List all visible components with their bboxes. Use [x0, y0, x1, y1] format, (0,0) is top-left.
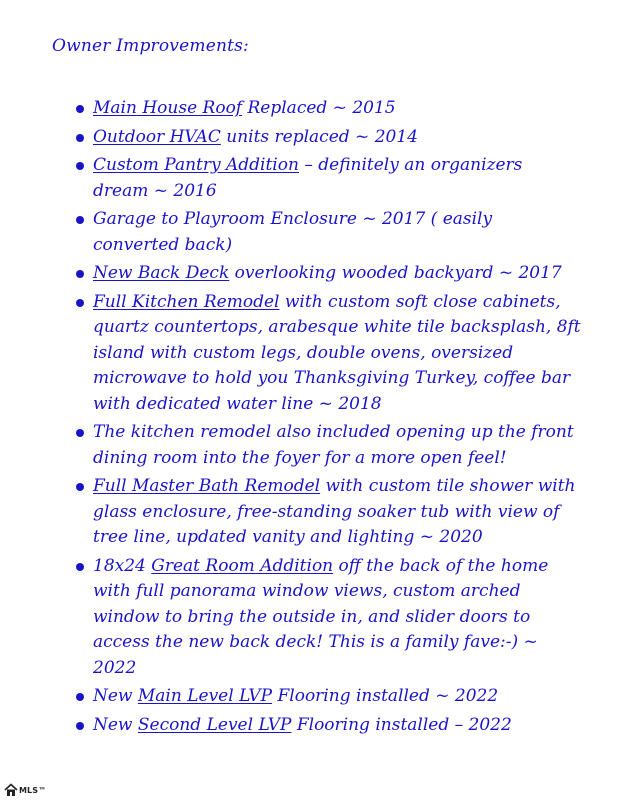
house-icon	[4, 783, 18, 797]
item-text: Replaced ~ 2015	[242, 98, 396, 118]
item-link[interactable]: Outdoor HVAC	[93, 126, 221, 147]
item-link[interactable]: New Back Deck	[93, 263, 230, 283]
bullet-icon	[76, 299, 84, 307]
list-item	[76, 290, 581, 418]
bullet-icon	[76, 722, 84, 730]
bullet-icon	[76, 134, 84, 142]
list-item	[76, 713, 581, 739]
item-text: – definitely an organizers dream ~ 2016	[93, 155, 523, 201]
item-text: units replaced ~ 2014	[220, 126, 418, 147]
item-text: The kitchen remodel also included opening up the front dining room into the foyer for a more open feel!	[93, 422, 574, 468]
bullet-icon	[76, 693, 84, 701]
item-text: with custom soft close cabinets, quartz countertops, arabesque white tile backsplash, 8ft island with custom legs, double ovens, oversized microwave to hold you Thanksgiving Turkey, coffee bar with dedicated water line ~ 2018	[93, 291, 581, 414]
item-link[interactable]: Great Room Addition	[151, 555, 334, 576]
mls-logo	[4, 782, 46, 798]
list-item	[76, 207, 581, 258]
item-text: Flooring installed ~ 2022	[272, 686, 499, 706]
item-link[interactable]: Full Kitchen Remodel	[93, 291, 280, 312]
bullet-icon	[76, 270, 84, 278]
bullet-icon	[76, 563, 84, 571]
item-text: Garage to Playroom Enclosure ~ 2017 ( easily converted back)	[93, 209, 493, 255]
list-item	[76, 153, 581, 204]
item-text: Flooring installed – 2022	[291, 714, 512, 735]
list-item	[76, 684, 581, 710]
list-item	[76, 554, 581, 682]
item-prefix: New	[93, 686, 138, 706]
item-link[interactable]: Custom Pantry Addition	[93, 155, 299, 175]
bullet-icon	[76, 105, 84, 113]
improvements-list	[76, 96, 581, 741]
item-prefix: 18x24	[93, 555, 152, 576]
bullet-icon	[76, 483, 84, 491]
item-text: overlooking wooded backyard ~ 2017	[229, 263, 562, 283]
item-prefix: New	[93, 714, 138, 735]
list-item	[76, 125, 581, 151]
item-text: with custom tile shower with glass enclosure, free-standing soaker tub with view of tree line, updated vanity and lighting ~ 2020	[93, 476, 576, 547]
list-item	[76, 474, 581, 551]
bullet-icon	[76, 162, 84, 170]
list-item	[76, 96, 581, 122]
item-link[interactable]: Main House Roof	[93, 98, 243, 118]
item-text: off the back of the home with full panorama window views, custom arched window to bring the outside in, and slider doors to access the new back deck! This is a family fave:-) ~ 2022	[93, 555, 549, 678]
item-link[interactable]: Second Level LVP	[137, 714, 292, 735]
list-item	[76, 420, 581, 471]
bullet-icon	[76, 429, 84, 437]
page-heading: Owner Improvements:	[52, 36, 249, 56]
logo-text: MLS™	[19, 785, 47, 795]
list-item	[76, 261, 581, 287]
item-link[interactable]: Main Level LVP	[137, 686, 273, 706]
item-link[interactable]: Full Master Bath Remodel	[93, 476, 321, 496]
bullet-icon	[76, 216, 84, 224]
